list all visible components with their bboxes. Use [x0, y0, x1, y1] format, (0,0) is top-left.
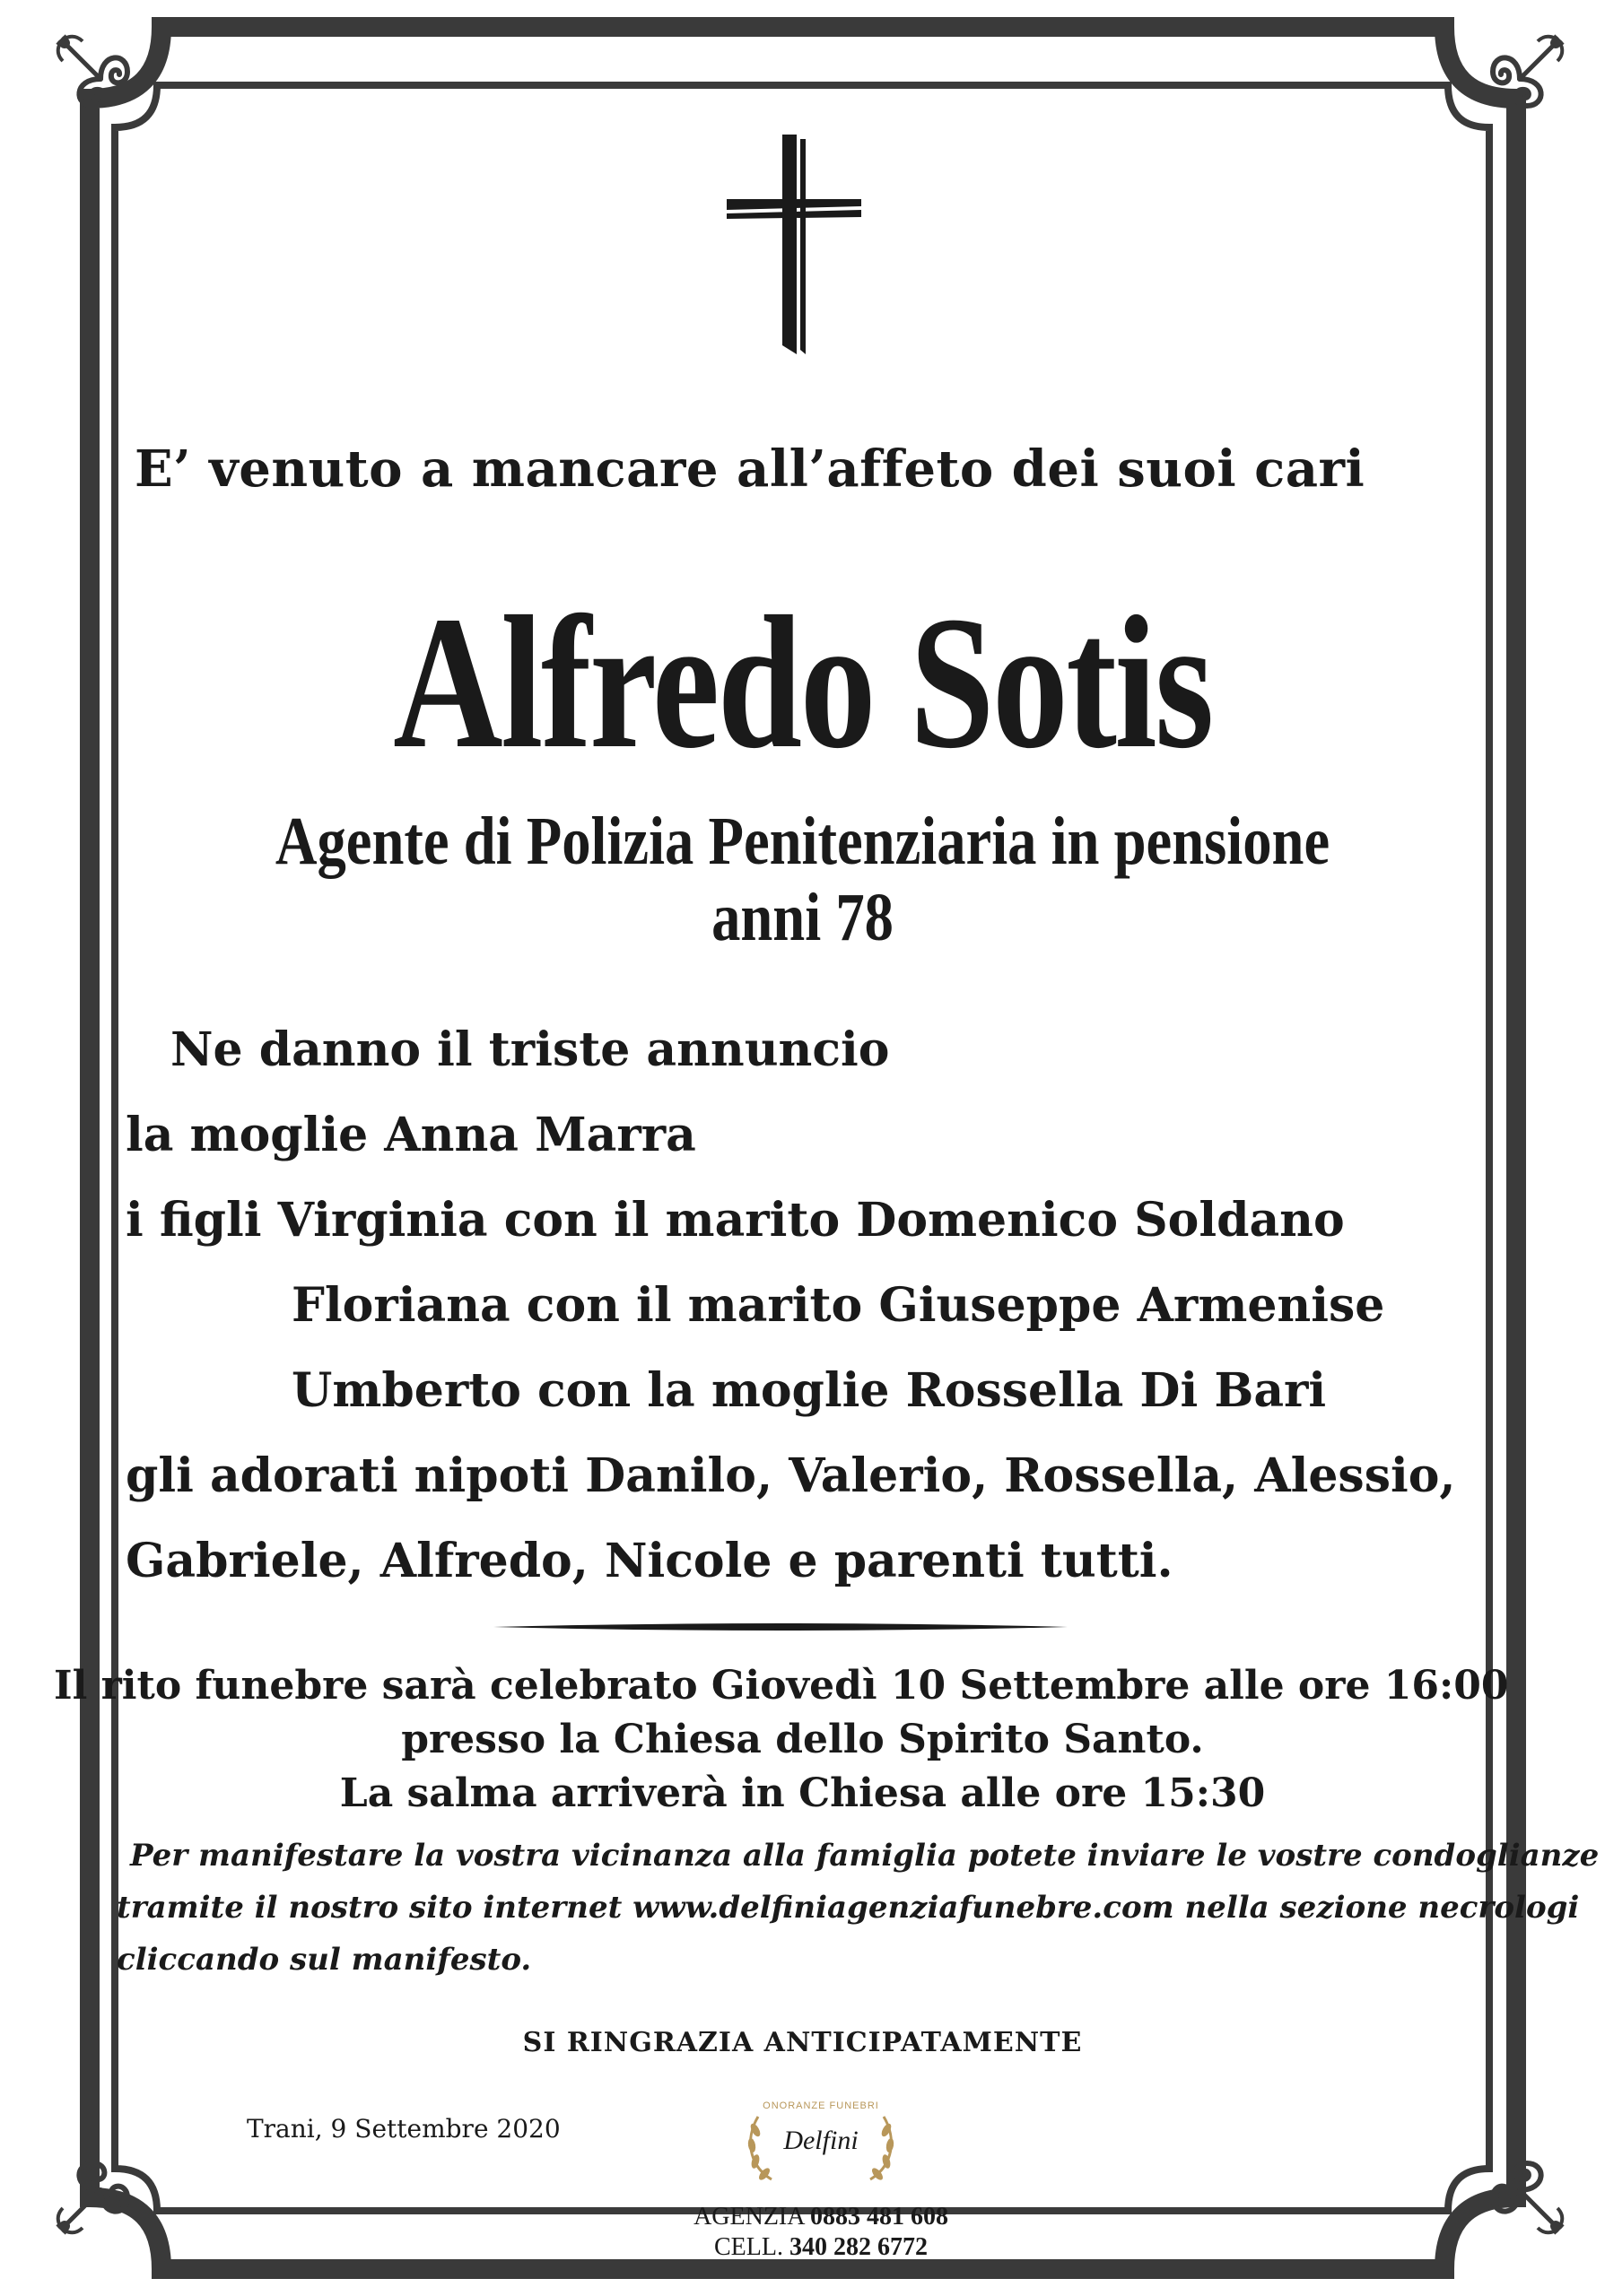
agency-phone-number: 0883 481 608 [809, 2203, 948, 2231]
agency-phone [628, 2205, 1014, 2230]
announcement-line: Ne danno il triste annuncio [170, 1022, 890, 1077]
agency-cell-label: CELL. [714, 2233, 783, 2261]
agency-logo [736, 2090, 906, 2197]
deceased-age: anni 78 [711, 880, 894, 955]
agency-phone-label: AGENZIA [693, 2203, 804, 2231]
logo-name: Delfini [783, 2126, 859, 2155]
agency-cell-number: 340 282 6772 [789, 2233, 928, 2261]
thanks-text: SI RINGRAZIA ANTICIPATAMENTE [522, 2027, 1083, 2058]
divider [493, 1619, 1068, 1630]
intro-text: E’ venuto a mancare all’affeto dei suoi cari [135, 439, 1365, 499]
agency-cell [628, 2235, 1014, 2260]
announcement-line: Umberto con la moglie Rossella Di Bari [292, 1363, 1327, 1418]
rite-line: La salma arriverà in Chiesa alle ore 15:30 [339, 1770, 1266, 1816]
condolence-note-line: cliccando sul manifesto. [117, 1942, 532, 1978]
rite-line: Il rito funebre sarà celebrato Giovedì 10 Settembre alle ore 16:00 [54, 1663, 1509, 1709]
announcement-line: i figli Virginia con il marito Domenico Soldano [126, 1193, 1345, 1248]
rite-line: presso la Chiesa dello Spirito Santo. [401, 1717, 1204, 1762]
announcement-line: Gabriele, Alfredo, Nicole e parenti tutti. [126, 1534, 1173, 1588]
corner-ornament-bottom-right [1466, 2136, 1574, 2244]
condolence-note-line: tramite il nostro sito internet www.delfiniagenziafunebre.com nella sezione necrologi [117, 1890, 1580, 1926]
logo-top-text: ONORANZE FUNEBRI [763, 2100, 879, 2111]
corner-ornament-bottom-left [47, 2136, 154, 2244]
cross-icon [727, 135, 861, 354]
announcement-line: gli adorati nipoti Danilo, Valerio, Rossella, Alessio, [126, 1448, 1456, 1503]
corner-ornament-top-right [1466, 25, 1574, 133]
corner-ornament-top-left [47, 25, 154, 133]
deceased-name: Alfredo Sotis [393, 577, 1212, 787]
announcement-line: la moglie Anna Marra [126, 1108, 696, 1162]
place-date: Trani, 9 Settembre 2020 [247, 2114, 561, 2144]
announcement-line: Floriana con il marito Giuseppe Armenise [292, 1278, 1385, 1333]
deceased-title: Agente di Polizia Penitenziaria in pensione [275, 804, 1330, 879]
condolence-note-line: Per manifestare la vostra vicinanza alla famiglia potete inviare le vostre condoglianze [130, 1838, 1600, 1874]
